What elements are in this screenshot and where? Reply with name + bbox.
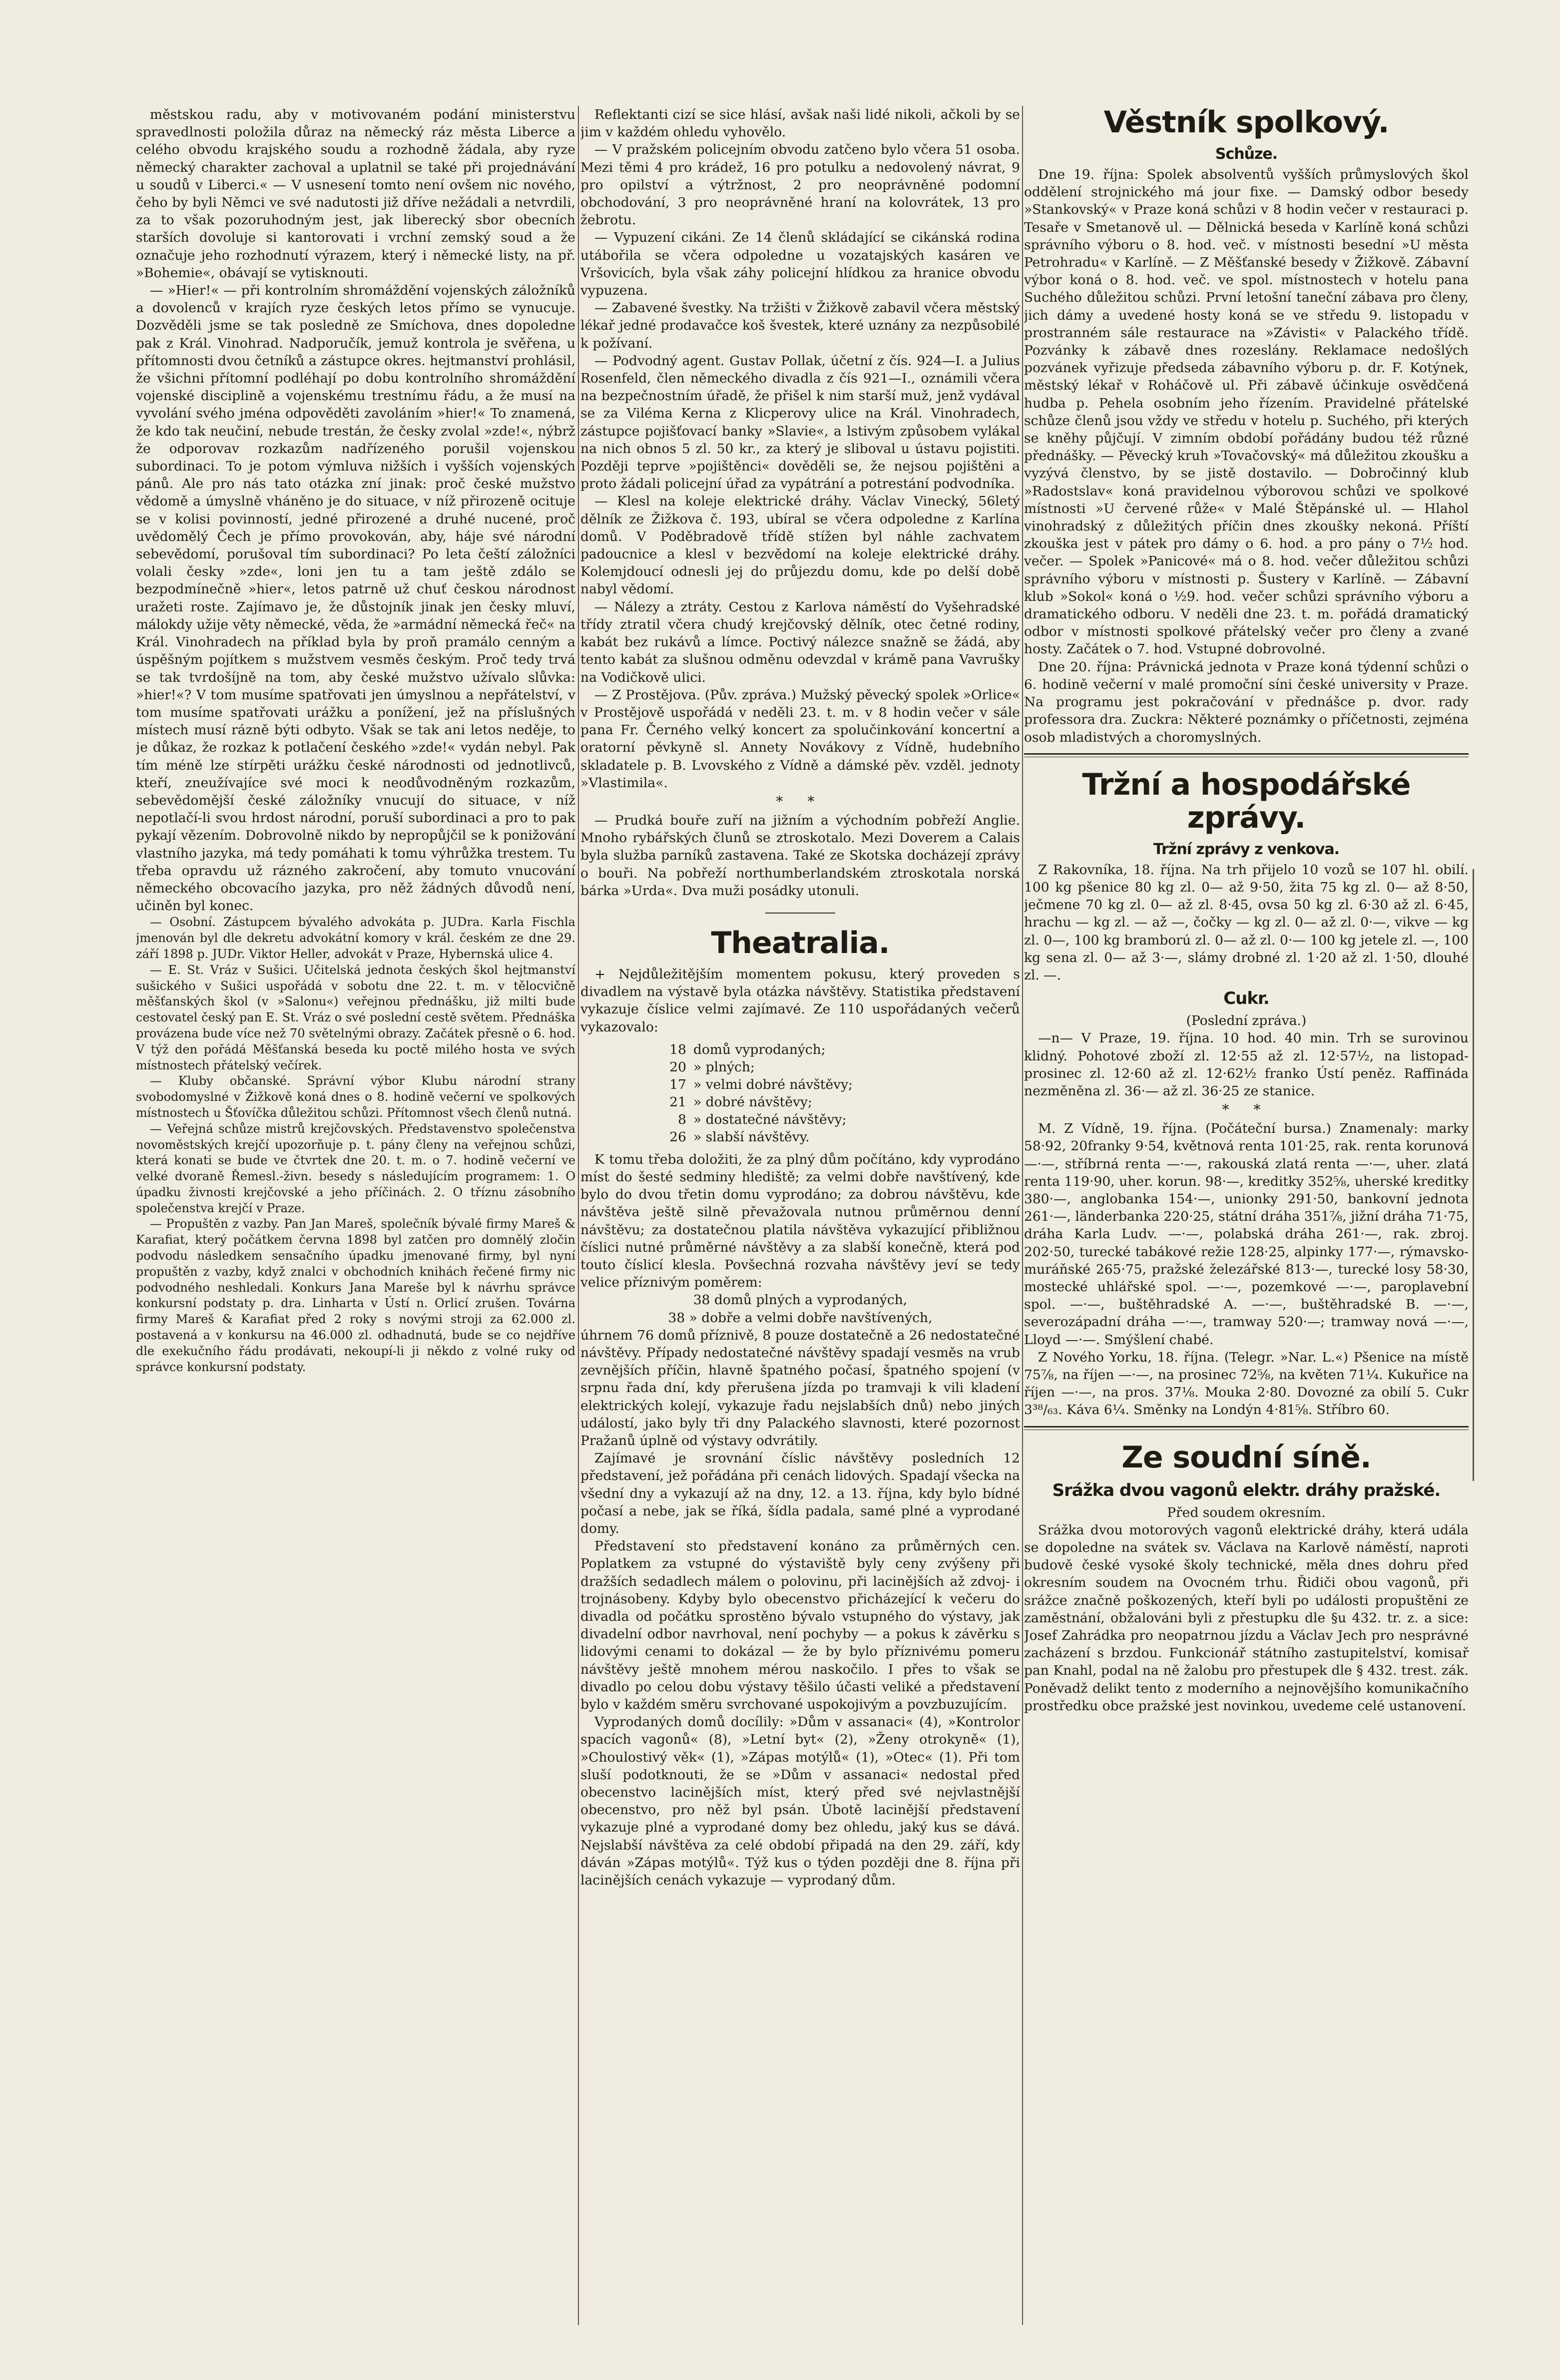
article-paragraph: městskou radu, aby v motivovaném podání ministerstvu spravedlnosti položila důraz na německý ráz města Liberce a celého obvodu krajského soudu a rozhodně žádala, aby ryze německý charakter zachoval a uplatnil se také při projednávání u soudů v Liberci.« — V usnesení tomto není ovšem nic nového, čeho by byli Němci ve své nadutosti již dříve nežádali a netvrdili, za to však pozoruhodným jest, jak liberecký sbor obecních starších dovoluje si kantorovati i vrchní zemský soud a že označuje jeho rozhodnutí výrazem, který i německé listy, na př. »Bohemie«, obávají se vytisknouti. bbox=[136, 107, 575, 281]
column-rule bbox=[1473, 869, 1474, 1481]
separator-line bbox=[765, 913, 835, 914]
column-rule bbox=[1022, 106, 1023, 2325]
article-paragraph: Dne 19. října: Spolek absolventů vyšších průmyslových škol oddělení strojnického má jour fixe. — Damský odbor besedy »Stankovský« v Praze koná schůzi v 8 hodin večer v restauraci p. Tesaře v Smetanově ul. — Dělnická beseda v Karlíně koná schůzi správního výboru o 8. hod. več. v místnosti besední »U města Petrohradu« v Karlíně. — Z Měšťanské besedy v Žižkově. Zábavní výbor koná o 8. hod. več. ve spol. místnostech v hotelu pana Suchého důležitou schůzi. První letošní taneční zábava pro členy, jich dámy a uvedené hosty koná se ve středu 9. listopadu v prostranném sále restaurace na »Závisti« v Palackého třídě. Pozvánky k zábavě dnes rozeslány. Reklamace nedošlých pozvánek vyřizuje předseda zábavního výboru p. dr. F. Kotýnek, městský lékař v Roháčově ul. Při zábavě účinkuje osvědčená hudba p. Pehela osobním jeho řízením. Pravidelné přátelské schůze členů jsou vždy ve středu v hotelu p. Suchého, při kterých se kněhy půjčují. V zimním období pořádány budou též různé přednášky. — Pěvecký kruh »Tovačovský« má důležitou zkoušku a vyzývá členstvo, by se jistě dostavilo. — Dobročinný klub »Radostslav« koná pravidelnou výborovou schůzi ve spolkové místnosti »U červené růže« v Malé Štěpánské ul. — Hlahol vinohradský z důležitých příčin dnes zkoušky nekoná. Příští zkouška jest v pátek pro dámy o 6. hod. a pro pány o 7½ hod. večer. — Spolek »Panicové« má o 8. hod. večer důležitou schůzi správního výboru v místnosti p. Šustery v Karlíně. — Zábavní klub »Sokol« koná o ½9. hod. večer schůzi správního výboru a dramatického odboru. V neděli dne 23. t. m. pořádá dramatický odbor v místnosti spolkové přátelský večer pro členy a zvané hosty. Začátek o 7. hod. Vstupné dobrovolné. bbox=[1024, 167, 1469, 657]
article-paragraph: — Podvodný agent. Gustav Pollak, účetní z čís. 924—I. a Julius Rosenfeld, člen německého divadla z čís 921—I., oznámili včera na bezpečnostním úřadě, že přišel k nim starší muž, jenž vydával se za Viléma Kerna z Klicperovy ulice na Král. Vinohradech, zástupce pojišťovací banky »Slavie«, a lstivým způsobem vylákal na nich obnos 5 zl. 50 kr., za který je sliboval u ústavu pojistiti. Později teprve »pojištěnci« dověděli se, že nejsou pojištěni a proto žádali policejní úřad za vypátrání a potrestání podvodníka. bbox=[580, 353, 1020, 492]
article-paragraph: Z Nového Yorku, 18. října. (Telegr. »Nar. L.«) Pšenice na místě 75⅞, na říjen —·—, na prosinec 72⅝, na květen 71¼. Kukuřice na říjen —·—, na pros. 37⅛. Mouka 2·80. Dovozné za obilí 5. Cukr 3³⁸/₆₃. Kávа 6¼. Směnky na Londýn 4·81⅝. Stříbro 60. bbox=[1024, 1349, 1469, 1418]
article-paragraph: — Veřejná schůze mistrů krejčovských. Představenstvo společenstva novoměstských krejčí upozorňuje p. t. pány členy na veřejnou schůzi, která konati se bude ve čtvrtek dne 20. t. m. o 7. hodině večerní ve velké dvoraně Řemesl.-živn. besedy s následujícím programem: 1. O úpadku živnosti krejčovské a jeho příčinách. 2. O tříznu zásobního společenstva krejčí v Praze. bbox=[136, 1121, 575, 1215]
article-headline: Srážka dvou vagonů elektr. dráhy pražské. bbox=[1052, 1480, 1441, 1500]
article-paragraph: — Kluby občanské. Správní výbor Klubu národní strany svobodomyslné v Žižkově koná dnes o 8. hodině večerní ve spolkových místnostech u Šťovíčka důležitou schůzi. Přítomnost všech členů nutná. bbox=[136, 1074, 575, 1120]
list-item: 17 » velmi dobré návštěvy; bbox=[669, 1076, 853, 1092]
article-paragraph: — Zabavené švestky. Na tržišti v Žižkově zabavil včera městský lékař jedné prodavačce koš švestek, které uznány za nezpůsobilé k požívaní. bbox=[580, 300, 1020, 351]
article-paragraph: — Nálezy a ztráty. Cestou z Karlova náměstí do Vyšehradské třídy ztratil včera chudý krejčovský dělník, otec četné rodiny, kabát bez rukávů a límce. Poctivý nálezce snažně se žádá, aby tento kabát za slušnou odměnu odevzdal v krámě pana Vavrušky na Vodičkově ulici. bbox=[580, 599, 1020, 685]
section-title-theatralia: Theatralia. bbox=[711, 925, 890, 960]
article-paragraph: — Propuštěn z vazby. Pan Jan Mareš, společník bývalé firmy Mareš & Karafiat, který počátkem června 1898 byl zatčen pro domnělý zločin podvodu následkem sensačního úpadku jmenované firmy, byl nyní propuštěn z vazby, když znalci v obchodních knihách řečené firmy nic podvodného neshledali. Konkurs Jana Mareše byl k návrhu správce konkursní podstaty p. dra. Linharta v Ústí n. Orlicí zrušen. Továrna firmy Mareš & Karafiat před 2 roky s novými stroji za 62.000 zl. postavená a v konkursu na 46.000 zl. odhadnutá, bude se co nejdříve dle exekučního řádu prodávati, nekoupí-li ji někdo z volné ruky od správce konkursní podstaty. bbox=[136, 1217, 575, 1374]
list-item: 18 domů vyprodaných; bbox=[669, 1041, 826, 1057]
attendance-list bbox=[655, 1041, 1020, 1146]
article-lead: Před soudem okresním. bbox=[1167, 1504, 1326, 1520]
section-stars: * * bbox=[776, 793, 825, 810]
section-title-trh: Tržní a hospodářské zprávy. bbox=[1082, 767, 1411, 835]
article-paragraph: Vyprodaných domů docílily: »Dům v assanaci« (4), »Kontrolor spacích vagonů« (8), »Letní byt« (2), »Ženy otrokyně« (1), »Choulostivý věk« (1), »Zápas motýlů« (1), »Otec« (1). Při tom sluší podotknouti, že se »Dům v assanaci« nedostal před obecenstvo lacinějších míst, který před své nejvlastnější obecenstvo, pro něž byl psán. Úbotě lacinější představení vykazuje plné a vyprodané domy bez ohledu, jaký kus se dává. Nejslabší návštěva za celé období připadá na den 29. září, kdy dáván »Zápas motýlů«. Týž kus o týden později dne 8. října při lacinějších cenách vykazuje — vyprodaný dům. bbox=[580, 1714, 1020, 1889]
article-paragraph: — Vypuzení cikáni. Ze 14 členů skládající se cikánská rodina utábořila se včera odpoledne u vozatajských kasáren ve Vršovicích, byla však záhy policejní hlídkou za hranice obvodu vypuzena. bbox=[580, 230, 1020, 299]
article-paragraph: — »Hier!« — při kontrolním shromáždění vojenských záložníků a dovolenců v krajích ryze českých letos přímo se vynucuje. Dozvěděli jsme se tak posledně ze Smíchova, dnes dopoledne pak z Král. Vinohrad. Nadporučík, jemuž kontrola je svěřena, u přítomnosti dvou četníků a zástupce okres. hejtmanství prohlásil, že všichni přítomní podléhají po dobu kontrolního shromáždění vojenské disciplině a vojenskému trestnímu řádu, a že musí na vyvolání svého jména odpověděti zavoláním »hier!« To znamená, že kdo tak neučiní, nebude trestán, že česky zvolal »zde!«, nýbrž že odporovav rozkazům nadřízeného porušil vojenskou subordinaci. To je potom výmluva nižších i vyšších vojenských pánů. Ale pro nás tato otázka zní jinak: proč české mužstvo vědomě a úmyslně vháněno je do situace, v níž přirozeně ocituje se v kolisi povinností, jedné přirozené a druhé nucené, proč uvědomělý Čech je přímo provokován, aby, háje své národní sebevědomí, porušoval tím subordinaci? Po leta čeští záložníci volali česky »zde«, loni jen tu a tam ještě zdálo se bezpodmínečně »hier«, letos patrně už chuť českou národnost uražeti roste. Zajímavo je, že důstojník jinak jen česky mluví, málokdy užije věty německé, věda, že »armádní německá řeč« na Král. Vinohradech na příklad byla by proň pramálo cenným a úspěšným pojítkem s mužstvem vesměs českým. Proč tedy trvá se tak tvrdošíjně na tom, aby české mužstvo užívalo slůvka: »hier!«? V tom musíme spatřovati jen úmyslnou a nepřátelství, v tom musíme spatřovati urážku a ponížení, jež na příslušných místech musí rázně býti odbyto. Však se tak ani letos neděje, to je důkaz, že rozkaz k potlačení českého »zde!« vydán nebyl. Pak tím méně lze stírpěti urážku české národnosti od jednotlivců, kteří, zneužívajíce své moci k neodůvodněným rozkazům, sebevědomější české záložníky vnucují do situace, v níž nepotlačí-li svou hrdost národní, poruší subordinaci a pro to pak pykají vězením. Dobrovolně nikdo by nepropůjčil se k ponižování vlastního jazyka, má tedy pomáhati k tomu výhrůžka trestem. Tu třeba opravdu už rázného zakročení, aby tomuto vnucování německého obcovacího jazyka, pro něž žádných důvodů není, učiněn byl konec. bbox=[136, 283, 575, 914]
article-paragraph: Dne 20. října: Právnická jednota v Praze koná týdenní schůzi o 6. hodině večerní v malé promoční síni české university v Praze. Na programu jest pokračování v přednášce p. dvor. rady professora dra. Zuckra: Některé poznámky o příčetnosti, zejména osob mladistvých a choromyslných. bbox=[1024, 659, 1469, 745]
article-paragraph: Z Rakovníka, 18. října. Na trh přijelo 10 vozů se 107 hl. obilí. 100 kg pšenice 80 kg zl. 0— až 9·50, žita 75 kg zl. 0— až 8·50, ječmene 70 kg zl. 0— až zl. 8·45, ovsa 50 kg zl. 6·30 až zl. 6·45, hrachu — kg zl. — až —, čočky — kg zl. 0— až zl. 0·—, vikve — kg zl. 0—, 100 kg bramború zl. 0— až zl. 0·— 100 kg jetele zl. —, 100 kg sena zl. 0— až 3·—, slámy drobné zl. 1·20 až zl. 1·50, dlouhé zl. —. bbox=[1024, 862, 1469, 983]
summary-line: 38 » dobře a velmi dobře navštívených, bbox=[668, 1310, 933, 1326]
list-item: 8 » dostatečné návštěvy; bbox=[678, 1111, 847, 1127]
section-title-soud: Ze soudní síně. bbox=[1121, 1439, 1371, 1475]
article-paragraph: Představení sto představení konáno za průměrných cen. Poplatkem za vstupné do výstaviště byly ceny zvýšeny při dražších sedadlech málem o polovinu, při lacinějších až zdvoj- i trojnásobeny. Kdyby bylo obecenstvo přicházející k večeru do divadla od počátku sprostěno bývalo vstupného do výstavy, jak divadelní odbor navrhoval, není pochyby — a pokus k závěrku s lidovými cenami to dokázal — že by bylo příznivému pomeru návštěvy ještě mnohem mérou naskočilo. I přes to však se divadlo po celou dobu výstavy těšilo účasti veliké a představení bylo v každém směru svrchované uspokojivým a povzbuzujícím. bbox=[580, 1538, 1020, 1713]
article-paragraph: — Prudká bouře zuří na jižním a východním pobřeží Anglie. Mnoho rybářských člunů se ztroskotalo. Mezi Doverem a Calais byla služba parníků zastavena. Také ze Skotska docházejí zprávy o bouři. Na pobřeží northumberlandském ztroskotala norská bárka »Urda«. Dva muži posádky utonuli. bbox=[580, 812, 1020, 899]
article-paragraph: — Osobní. Zástupcem bývalého advokáta p. JUDra. Karla Fischla jmenován byl dle dekretu advokátní komory v král. českém ze dne 29. září 1898 p. JUDr. Viktor Heller, advokát v Praze, Hybernská ulice 4. bbox=[136, 915, 575, 961]
article-paragraph: Zajímavé je srovnání číslic návštěvy posledních 12 představení, jež pořádána při cenách lidových. Spadají všecka na všední dny a vykazují až na dny, 12. a 13. října, kdy bylo bídné počasí a nebe, jak se říká, šídla padala, samé plné a vyprodané domy. bbox=[580, 1450, 1020, 1537]
column-middle bbox=[580, 106, 1020, 2345]
list-item: 26 » slabší návštěvy. bbox=[669, 1129, 810, 1145]
list-item: 20 » plných; bbox=[669, 1059, 755, 1075]
subsection-title-venkov: Tržní zprávy z venkova. bbox=[1153, 840, 1340, 858]
section-divider bbox=[1024, 1426, 1469, 1430]
section-divider bbox=[1024, 753, 1469, 757]
subsection-title-cukr: Cukr. bbox=[1223, 988, 1269, 1009]
article-paragraph: — Z Prostějova. (Pův. zpráva.) Mužský pěvecký spolek »Orlice« v Prostějově uspořádá v neděli 23. t. m. v 8 hodin večer v sále pana Fr. Černého velký koncert za spolučinkování koncertní a oratorní pěvkyně sl. Annety Novákovy z Vídně, hudebního skladatele p. B. Lvovského z Vídně a dámské pěv. vzděl. jednoty »Vlastimila«. bbox=[580, 687, 1020, 791]
section-title-vestnik: Věstník spolkový. bbox=[1103, 106, 1389, 140]
section-stars: * * bbox=[1222, 1101, 1271, 1118]
article-paragraph: — V pražském policejním obvodu zatčeno bylo včera 51 osoba. Mezi těmi 4 pro krádež, 16 pro potulku a nedovolený návrat, 9 pro opilství a výtržnost, 2 pro neoprávněné podomní obchodování, 3 pro neoprávněné hraní na kolovrátek, 13 pro žebrotu. bbox=[580, 142, 1020, 228]
subsection-note: (Poslední zpráva.) bbox=[1186, 1013, 1307, 1029]
article-paragraph: — E. St. Vráz v Sušici. Učitelská jednota českých škol hejtmanství sušického v Sušici uspořádá v sobotu dne 22. t. m. v tělocvičně měšťanských škol (v »Salonu«) veřejnou přednášku, již milti bude cestovatel český pan E. St. Vráz o své poslední cestě světem. Přednáška provázena bude více než 70 světelnými obrazy. Začátek přesně o 6. hod. V týž den pořádá Měšťanská beseda ku poctě milého hosta ve svých místnostech přátelský večírek. bbox=[136, 962, 575, 1072]
summary-line: 38 domů plných a vyprodaných, bbox=[693, 1292, 908, 1308]
article-paragraph: Reflektanti cizí se sice hlásí, avšak naši lidé nikoli, ačkoli by se jim v každém ohledu vyhovělo. bbox=[580, 107, 1020, 140]
article-paragraph: Srážka dvou motorových vagonů elektrické dráhy, která udála se dopoledne na svátek sv. Václava na Karlově náměstí, naproti budově české vysoké školy technické, měla dnes dohru před okresním soudem na Ovocném trhu. Řidiči obou vagonů, při srážce značně poškozených, kteří byli po události propuštěni ze zaměstnání, obžalováni byli z přestupku dle §u 432. tr. z. a sice: Josef Zahrádka pro neopatrnou jízdu a Václav Jech pro nesprávné zacházení s brzdou. Funkcionář státního zastupitelství, komisař pan Knahl, podal na ně žalobu pro přestupek dle § 432. trest. zák. Poněvadž delikt tento z moderního a nejnovějšího komunikačního prostředku obce pražské jest novinkou, uvedeme celé ustanovení. bbox=[1024, 1522, 1469, 1714]
list-item: 21 » dobré návštěvy; bbox=[669, 1094, 812, 1110]
article-paragraph: M. Z Vídně, 19. října. (Počáteční bursa.) Znamenaly: marky 58·92, 20franky 9·54, květnová renta 101·25, rak. renta korunová —·—, stříbrná renta —·—, rakouská zlatá renta —·—, uher. zlatá renta 119·90, uher. korun. 98·—, kreditky 352⅝, uherské kreditky 380·—, anglobanka 154·—, unionky 291·50, bankovní jednota 261·—, länderbanka 220·25, státní dráha 351⅞, jižní dráha 71·75, dráha Karla Ludv. —·—, polabská dráha 261·—, rak. zbroj. 202·50, turecké tabákové režie 128·25, alpinky 177·—, rýmavsko-muráňské 265·75, pražské železářské 813·—, turecké losy 58·30, mostecké uhlářské spol. —·—, pozemkové —·—, paroplavební spol. —·—, buštěhradské A. —·—, buštěhradské B. —·—, severozápadní dráha —·—, tramway 520·—; tramway nová —·—, Lloyd —·—. Smýšlení chabé. bbox=[1024, 1121, 1469, 1348]
column-left bbox=[136, 106, 575, 2345]
article-paragraph: + Nejdůležitějším momentem pokusu, který proveden s divadlem na výstavě byla otázka návštěvy. Statistika představení vykazuje číslice velmi zajímavé. Ze 110 uspořádaných večerů vykazovalo: bbox=[580, 966, 1020, 1035]
article-paragraph: K tomu třeba doložiti, že za plný dům počítáno, kdy vyprodáno míst do šesté sedminy hlediště; za velmi dobře navštívený, kde bylo do dvou třetin domu vyprodáno; za dobrou návštěvu, kde návštěva ještě silně převažovala nutnou průměrnou denní návštěvu; za dostatečnou platila návštěva vykazující přibližnou číslici nutné průměrné návštěvy a za slabší konečně, která pod touto číslicí klesla. Povšechná rozvaha návštěvy jeví se tedy velice příznivým poměrem: bbox=[580, 1151, 1020, 1291]
article-paragraph: úhrnem 76 domů příznivě, 8 pouze dostatečně a 26 nedostatečné návštěvy. Případy nedostatečné návštěvy spadají vesměs na vrub zevnějších příčin, hlavně špatného počasí, špatného spojení (v srpnu řada dní, kdy přerušena jízda po tramvaji k vili kladení elektrických kolejí, vykazuje řadu nejslabších dnů) nebo jiných událostí, jako byly tři dny Palackého slavnosti, které pozornost Pražanů úplně od výstavy odvrátily. bbox=[580, 1327, 1020, 1448]
column-right bbox=[1024, 106, 1469, 2345]
article-paragraph: — Klesl na koleje elektrické dráhy. Václav Vinecký, 56letý dělník ze Žižkova č. 193, ubíral se včera odpoledne z Karlína domů. V Poděbradově třídě stížen byl náhle zachvatem padoucnice a klesl v bezvědomí na koleje elektrické dráhy. Kolemjdoucí odnesli jej do průjezdu domu, kde po delší době nabyl vědomí. bbox=[580, 493, 1020, 597]
column-rule bbox=[578, 106, 579, 2325]
subsection-title-schuze: Schůze. bbox=[1215, 145, 1278, 163]
article-paragraph: —n— V Praze, 19. října. 10 hod. 40 min. Trh se surovinou klidný. Pohotové zboží zl. 12·55 až zl. 12·57½, na listopad-prosinec zl. 12·60 až zl. 12·62½ franko Ústí peněz. Raffináda nezměněna zl. 36·— až zl. 36·25 ze stanice. bbox=[1024, 1030, 1469, 1099]
